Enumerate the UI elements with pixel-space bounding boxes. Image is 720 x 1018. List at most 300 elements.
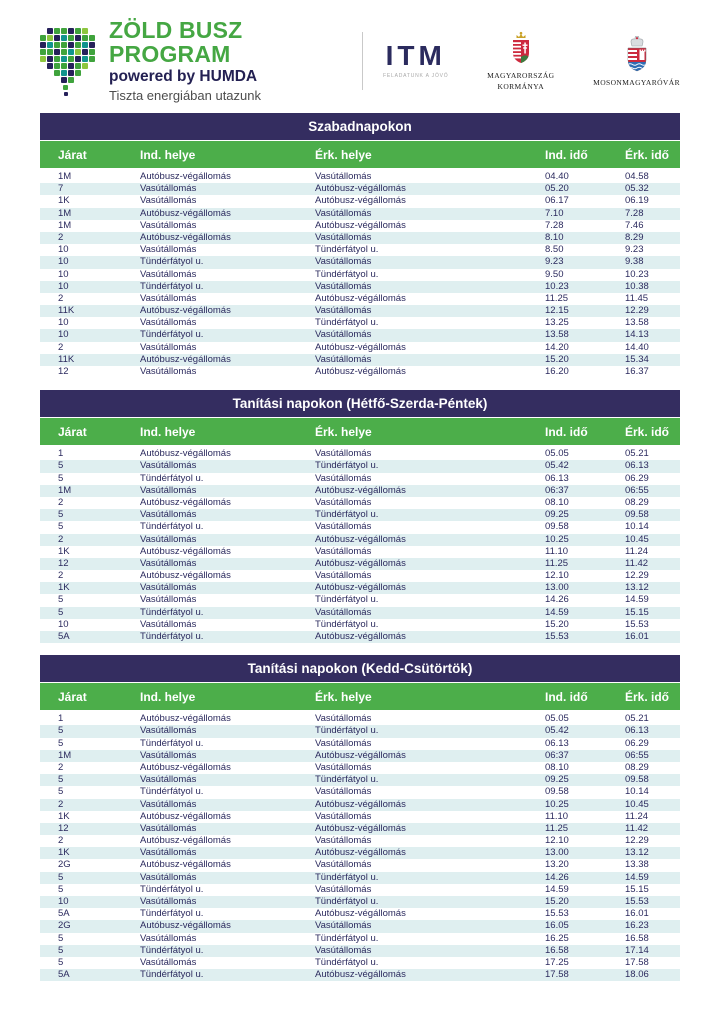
cell-arrival-time: 10.45: [625, 798, 649, 810]
cell-departure-place: Autóbusz-végállomás: [140, 713, 231, 725]
cell-route: 5A: [58, 969, 70, 981]
cell-arrival-place: Autóbusz-végállomás: [315, 341, 406, 353]
brand: [40, 18, 362, 103]
mosonmagyarovar-coat-of-arms-icon: [622, 35, 652, 77]
cell-departure-place: Vasútállomás: [140, 484, 197, 496]
table-row: [40, 232, 680, 244]
table-row: [40, 460, 680, 472]
cell-route: 5: [58, 606, 64, 618]
cell-arrival-time: 13.58: [625, 317, 649, 329]
cell-arrival-time: 06:55: [625, 484, 649, 496]
cell-route: 2G: [58, 920, 71, 932]
column-header: Érk. helye: [315, 424, 372, 439]
cell-route: 1: [58, 713, 64, 725]
table-row: [40, 208, 680, 220]
cell-departure-place: Vasútállomás: [140, 195, 197, 207]
cell-arrival-time: 09.58: [625, 774, 649, 786]
cell-departure-place: Vasútállomás: [140, 932, 197, 944]
cell-departure-time: 15.20: [545, 618, 569, 630]
cell-route: 5: [58, 460, 64, 472]
cell-departure-place: Vasútállomás: [140, 509, 197, 521]
cell-arrival-time: 9.23: [625, 244, 644, 256]
cell-departure-place: Tündérfátyol u.: [140, 472, 204, 484]
section-title: Tanítási napokon (Kedd-Csütörtök): [40, 655, 680, 682]
cell-departure-time: 10.25: [545, 533, 569, 545]
cell-arrival-place: Tündérfátyol u.: [315, 725, 379, 737]
table-row: [40, 183, 680, 195]
cell-departure-time: 13.20: [545, 859, 569, 871]
table-row: [40, 920, 680, 932]
cell-arrival-place: Tündérfátyol u.: [315, 618, 379, 630]
column-header: Érk. idő: [625, 689, 670, 704]
cell-departure-time: 15.20: [545, 353, 569, 365]
table-row: [40, 171, 680, 183]
cell-arrival-time: 10.23: [625, 268, 649, 280]
cell-departure-place: Tündérfátyol u.: [140, 883, 204, 895]
cell-departure-place: Tündérfátyol u.: [140, 521, 204, 533]
column-header: Ind. helye: [140, 147, 196, 162]
cell-departure-place: Autóbusz-végállomás: [140, 859, 231, 871]
column-header: Érk. helye: [315, 689, 372, 704]
table-row: [40, 497, 680, 509]
table-row: [40, 195, 680, 207]
column-header: Ind. idő: [545, 147, 588, 162]
cell-route: 5: [58, 737, 64, 749]
cell-departure-place: Vasútállomás: [140, 219, 197, 231]
table-row: [40, 485, 680, 497]
cell-departure-place: Vasútállomás: [140, 366, 197, 377]
cell-departure-place: Autóbusz-végállomás: [140, 207, 231, 219]
cell-arrival-time: 15.34: [625, 353, 649, 365]
table-row: [40, 619, 680, 631]
cell-departure-place: Tündérfátyol u.: [140, 329, 204, 341]
cell-route: 1K: [58, 847, 70, 859]
cell-arrival-place: Tündérfátyol u.: [315, 932, 379, 944]
table-rows: [40, 168, 680, 378]
table-row: [40, 811, 680, 823]
cell-departure-time: 14.59: [545, 606, 569, 618]
cell-route: 1M: [58, 171, 72, 182]
cell-departure-place: Vasútállomás: [140, 618, 197, 630]
cell-arrival-place: Tündérfátyol u.: [315, 317, 379, 329]
cell-departure-place: Autóbusz-végállomás: [140, 761, 231, 773]
cell-arrival-time: 06.29: [625, 737, 649, 749]
cell-arrival-time: 06.13: [625, 725, 649, 737]
brand-text: [109, 18, 362, 103]
cell-departure-place: Tündérfátyol u.: [140, 737, 204, 749]
cell-route: 12: [58, 366, 69, 377]
cell-route: 5: [58, 774, 64, 786]
cell-arrival-time: 7.46: [625, 219, 644, 231]
itm-logo: [383, 42, 448, 79]
cell-departure-time: 14.26: [545, 871, 569, 883]
cell-arrival-place: Autóbusz-végállomás: [315, 749, 406, 761]
cell-arrival-time: 17.58: [625, 956, 649, 968]
cell-arrival-time: 14.40: [625, 341, 649, 353]
table-row: [40, 293, 680, 305]
cell-arrival-time: 15.15: [625, 883, 649, 895]
cell-departure-time: 14.59: [545, 883, 569, 895]
cell-arrival-place: Tündérfátyol u.: [315, 956, 379, 968]
column-header-row: [40, 683, 680, 710]
table-row: [40, 256, 680, 268]
table-row: [40, 269, 680, 281]
cell-route: 2: [58, 292, 64, 304]
cell-departure-time: 8.10: [545, 231, 564, 243]
cell-arrival-place: Vasútállomás: [315, 496, 372, 508]
table-row: [40, 750, 680, 762]
cell-arrival-place: Vasútállomás: [315, 570, 372, 582]
cell-departure-time: 10.23: [545, 280, 569, 292]
table-row: [40, 281, 680, 293]
cell-departure-time: 9.50: [545, 268, 564, 280]
cell-route: 2: [58, 570, 64, 582]
cell-route: 1M: [58, 749, 72, 761]
cell-arrival-time: 11.24: [625, 810, 649, 822]
cell-departure-place: Vasútállomás: [140, 292, 197, 304]
table-row: [40, 558, 680, 570]
cell-arrival-place: Vasútállomás: [315, 256, 372, 268]
cell-arrival-place: Tündérfátyol u.: [315, 244, 379, 256]
cell-departure-place: Autóbusz-végállomás: [140, 448, 231, 460]
cell-route: 5A: [58, 908, 70, 920]
cell-arrival-place: Vasútállomás: [315, 883, 372, 895]
cell-arrival-time: 14.59: [625, 871, 649, 883]
cell-departure-time: 15.53: [545, 908, 569, 920]
cell-departure-time: 09.25: [545, 774, 569, 786]
cell-arrival-time: 9.38: [625, 256, 644, 268]
cell-route: 2G: [58, 859, 71, 871]
page-header: [40, 0, 680, 113]
cell-departure-place: Tündérfátyol u.: [140, 631, 204, 642]
cell-arrival-time: 18.06: [625, 969, 649, 981]
cell-departure-time: 12.10: [545, 570, 569, 582]
cell-arrival-place: Autóbusz-végállomás: [315, 847, 406, 859]
cell-departure-time: 11.10: [545, 810, 569, 822]
cell-departure-place: Tündérfátyol u.: [140, 606, 204, 618]
cell-arrival-place: Autóbusz-végállomás: [315, 582, 406, 594]
cell-route: 2: [58, 533, 64, 545]
cell-arrival-time: 04.58: [625, 171, 649, 182]
government-logo: [487, 31, 554, 91]
brand-tagline: Tiszta energiában utazunk: [109, 88, 262, 104]
cell-route: 2: [58, 798, 64, 810]
table-row: [40, 969, 680, 981]
table-row: [40, 725, 680, 737]
cell-departure-place: Tündérfátyol u.: [140, 969, 204, 981]
cell-departure-time: 05.20: [545, 183, 569, 195]
cell-departure-time: 05.42: [545, 460, 569, 472]
cell-departure-place: Vasútállomás: [140, 774, 197, 786]
cell-departure-time: 05.05: [545, 713, 569, 725]
cell-arrival-place: Vasútállomás: [315, 329, 372, 341]
table-row: [40, 713, 680, 725]
cell-arrival-place: Autóbusz-végállomás: [315, 908, 406, 920]
cell-departure-place: Vasútállomás: [140, 341, 197, 353]
cell-departure-place: Autóbusz-végállomás: [140, 496, 231, 508]
table-row: [40, 329, 680, 341]
cell-departure-time: 05.42: [545, 725, 569, 737]
cell-route: 2: [58, 231, 64, 243]
cell-arrival-time: 09.58: [625, 509, 649, 521]
table-row: [40, 872, 680, 884]
cell-arrival-place: Vasútállomás: [315, 713, 372, 725]
cell-arrival-place: Autóbusz-végállomás: [315, 219, 406, 231]
cell-arrival-place: Tündérfátyol u.: [315, 871, 379, 883]
cell-departure-place: Vasútállomás: [140, 822, 197, 834]
cell-departure-time: 13.00: [545, 847, 569, 859]
cell-arrival-place: Tündérfátyol u.: [315, 774, 379, 786]
cell-arrival-place: Vasútállomás: [315, 761, 372, 773]
cell-arrival-time: 12.29: [625, 305, 649, 317]
cell-departure-time: 13.58: [545, 329, 569, 341]
table-row: [40, 847, 680, 859]
cell-departure-time: 15.20: [545, 896, 569, 907]
cell-route: 1K: [58, 545, 70, 557]
cell-arrival-place: Vasútállomás: [315, 920, 372, 932]
table-row: [40, 835, 680, 847]
cell-arrival-time: 06.19: [625, 195, 649, 207]
table-row: [40, 473, 680, 485]
cell-arrival-time: 13.12: [625, 582, 649, 594]
cell-route: 10: [58, 244, 69, 256]
cell-arrival-place: Autóbusz-végállomás: [315, 183, 406, 195]
city-logo: [593, 35, 680, 87]
government-name-line1: MAGYARORSZÁG: [487, 70, 555, 80]
cell-departure-place: Tündérfátyol u.: [140, 256, 204, 268]
cell-departure-place: Autóbusz-végállomás: [140, 171, 231, 182]
cell-arrival-time: 12.29: [625, 570, 649, 582]
column-header: Járat: [58, 147, 87, 162]
cell-route: 2: [58, 761, 64, 773]
section-title: Tanítási napokon (Hétfő-Szerda-Péntek): [40, 390, 680, 417]
cell-departure-time: 17.25: [545, 956, 569, 968]
cell-departure-place: Vasútállomás: [140, 460, 197, 472]
cell-departure-time: 14.20: [545, 341, 569, 353]
cell-route: 1M: [58, 219, 72, 231]
cell-arrival-time: 16.23: [625, 920, 649, 932]
table-row: [40, 582, 680, 594]
table-row: [40, 546, 680, 558]
cell-departure-place: Autóbusz-végállomás: [140, 920, 231, 932]
cell-arrival-place: Autóbusz-végállomás: [315, 557, 406, 569]
cell-route: 5: [58, 944, 64, 956]
cell-departure-time: 13.25: [545, 317, 569, 329]
cell-departure-place: Autóbusz-végállomás: [140, 545, 231, 557]
cell-departure-time: 7.10: [545, 207, 564, 219]
cell-route: 5: [58, 725, 64, 737]
cell-arrival-time: 11.45: [625, 292, 649, 304]
cell-arrival-place: Tündérfátyol u.: [315, 268, 379, 280]
cell-departure-time: 04.40: [545, 171, 569, 182]
cell-departure-place: Vasútállomás: [140, 749, 197, 761]
table-row: [40, 896, 680, 908]
cell-arrival-place: Vasútállomás: [315, 786, 372, 798]
cell-arrival-time: 08.29: [625, 761, 649, 773]
cell-route: 10: [58, 618, 69, 630]
table-row: [40, 244, 680, 256]
cell-departure-place: Autóbusz-végállomás: [140, 305, 231, 317]
cell-arrival-place: Tündérfátyol u.: [315, 896, 379, 907]
cell-arrival-place: Vasútállomás: [315, 448, 372, 460]
brand-title: ZÖLD BUSZ PROGRAM: [109, 16, 243, 67]
partner-logos: [363, 31, 680, 91]
cell-departure-time: 11.25: [545, 557, 569, 569]
table-row: [40, 957, 680, 969]
column-header-row: [40, 141, 680, 168]
table-row: [40, 884, 680, 896]
cell-departure-time: 11.10: [545, 545, 569, 557]
cell-arrival-place: Vasútállomás: [315, 810, 372, 822]
cell-departure-time: 15.53: [545, 631, 569, 642]
cell-arrival-time: 06.29: [625, 472, 649, 484]
cell-departure-place: Vasútállomás: [140, 725, 197, 737]
cell-route: 10: [58, 329, 69, 341]
cell-arrival-place: Autóbusz-végállomás: [315, 798, 406, 810]
cell-departure-time: 06.17: [545, 195, 569, 207]
cell-departure-time: 9.23: [545, 256, 564, 268]
column-header: Ind. helye: [140, 424, 196, 439]
cell-departure-place: Vasútállomás: [140, 582, 197, 594]
cell-route: 10: [58, 256, 69, 268]
cell-departure-time: 09.58: [545, 786, 569, 798]
cell-departure-place: Vasútállomás: [140, 847, 197, 859]
cell-route: 5: [58, 594, 64, 606]
cell-route: 11K: [58, 305, 75, 317]
cell-arrival-time: 11.42: [625, 557, 649, 569]
cell-departure-time: 06:37: [545, 484, 569, 496]
cell-arrival-time: 14.59: [625, 594, 649, 606]
cell-arrival-place: Autóbusz-végállomás: [315, 631, 406, 642]
brand-powered-by: powered by HUMDA: [109, 68, 258, 86]
cell-arrival-time: 10.14: [625, 786, 649, 798]
table-row: [40, 354, 680, 366]
cell-arrival-place: Vasútállomás: [315, 521, 372, 533]
table-row: [40, 738, 680, 750]
cell-departure-time: 06:37: [545, 749, 569, 761]
table-row: [40, 570, 680, 582]
cell-departure-time: 06.13: [545, 737, 569, 749]
cell-arrival-time: 11.42: [625, 822, 649, 834]
cell-departure-time: 06.13: [545, 472, 569, 484]
cell-route: 5: [58, 883, 64, 895]
schedule-tables: [40, 113, 680, 981]
cell-departure-place: Autóbusz-végállomás: [140, 353, 231, 365]
cell-arrival-time: 13.12: [625, 847, 649, 859]
cell-departure-time: 13.00: [545, 582, 569, 594]
table-row: [40, 220, 680, 232]
cell-departure-time: 16.05: [545, 920, 569, 932]
cell-arrival-place: Autóbusz-végállomás: [315, 533, 406, 545]
cell-departure-place: Autóbusz-végállomás: [140, 570, 231, 582]
table-row: [40, 305, 680, 317]
itm-tagline: FELADATUNK A JÖVŐ: [383, 73, 449, 79]
cell-arrival-place: Vasútállomás: [315, 737, 372, 749]
cell-arrival-time: 10.14: [625, 521, 649, 533]
cell-arrival-time: 10.38: [625, 280, 649, 292]
cell-arrival-place: Autóbusz-végállomás: [315, 366, 406, 377]
cell-route: 12: [58, 822, 69, 834]
cell-arrival-time: 15.53: [625, 896, 649, 907]
cell-arrival-place: Vasútállomás: [315, 305, 372, 317]
column-header: Ind. helye: [140, 689, 196, 704]
cell-arrival-place: Autóbusz-végállomás: [315, 292, 406, 304]
cell-departure-time: 8.50: [545, 244, 564, 256]
table-row: [40, 774, 680, 786]
table-row: [40, 366, 680, 378]
cell-route: 5: [58, 956, 64, 968]
cell-departure-time: 11.25: [545, 822, 569, 834]
table-row: [40, 859, 680, 871]
table-rows: [40, 445, 680, 643]
cell-departure-place: Tündérfátyol u.: [140, 944, 204, 956]
cell-arrival-place: Vasútállomás: [315, 545, 372, 557]
cell-departure-place: Autóbusz-végállomás: [140, 835, 231, 847]
cell-route: 1K: [58, 810, 70, 822]
cell-arrival-place: Autóbusz-végállomás: [315, 484, 406, 496]
cell-route: 5: [58, 509, 64, 521]
hungary-coat-of-arms-icon: [508, 31, 534, 69]
cell-route: 1K: [58, 195, 70, 207]
cell-arrival-place: Vasútállomás: [315, 353, 372, 365]
column-header: Ind. idő: [545, 689, 588, 704]
section-title: Szabadnapokon: [40, 113, 680, 140]
cell-route: 5A: [58, 631, 70, 642]
cell-arrival-time: 06:55: [625, 749, 649, 761]
cell-route: 2: [58, 496, 64, 508]
cell-route: 10: [58, 280, 69, 292]
cell-arrival-place: Tündérfátyol u.: [315, 594, 379, 606]
cell-departure-place: Vasútállomás: [140, 183, 197, 195]
table-row: [40, 786, 680, 798]
cell-arrival-time: 10.45: [625, 533, 649, 545]
cell-departure-place: Vasútállomás: [140, 896, 197, 907]
cell-arrival-place: Tündérfátyol u.: [315, 460, 379, 472]
cell-departure-place: Vasútállomás: [140, 244, 197, 256]
cell-route: 1M: [58, 207, 72, 219]
zold-busz-logo-icon: [40, 28, 95, 96]
cell-route: 2: [58, 835, 64, 847]
cell-departure-place: Tündérfátyol u.: [140, 908, 204, 920]
cell-departure-place: Tündérfátyol u.: [140, 280, 204, 292]
cell-departure-time: 16.25: [545, 932, 569, 944]
table-row: [40, 534, 680, 546]
cell-arrival-time: 15.15: [625, 606, 649, 618]
cell-arrival-time: 15.53: [625, 618, 649, 630]
cell-arrival-place: Vasútállomás: [315, 231, 372, 243]
cell-arrival-time: 11.24: [625, 545, 649, 557]
column-header: Érk. helye: [315, 147, 372, 162]
cell-departure-time: 10.25: [545, 798, 569, 810]
table-row: [40, 521, 680, 533]
cell-arrival-time: 16.01: [625, 908, 649, 920]
cell-departure-place: Vasútállomás: [140, 268, 197, 280]
table-row: [40, 945, 680, 957]
cell-route: 12: [58, 557, 69, 569]
table-row: [40, 823, 680, 835]
table-row: [40, 607, 680, 619]
cell-arrival-time: 8.29: [625, 231, 644, 243]
cell-departure-place: Vasútállomás: [140, 533, 197, 545]
cell-arrival-time: 16.37: [625, 366, 649, 377]
cell-departure-time: 08.10: [545, 496, 569, 508]
cell-route: 7: [58, 183, 64, 195]
itm-wordmark: ITM: [385, 40, 446, 71]
table-row: [40, 631, 680, 643]
cell-arrival-time: 08.29: [625, 496, 649, 508]
column-header: Ind. idő: [545, 424, 588, 439]
cell-departure-time: 09.58: [545, 521, 569, 533]
